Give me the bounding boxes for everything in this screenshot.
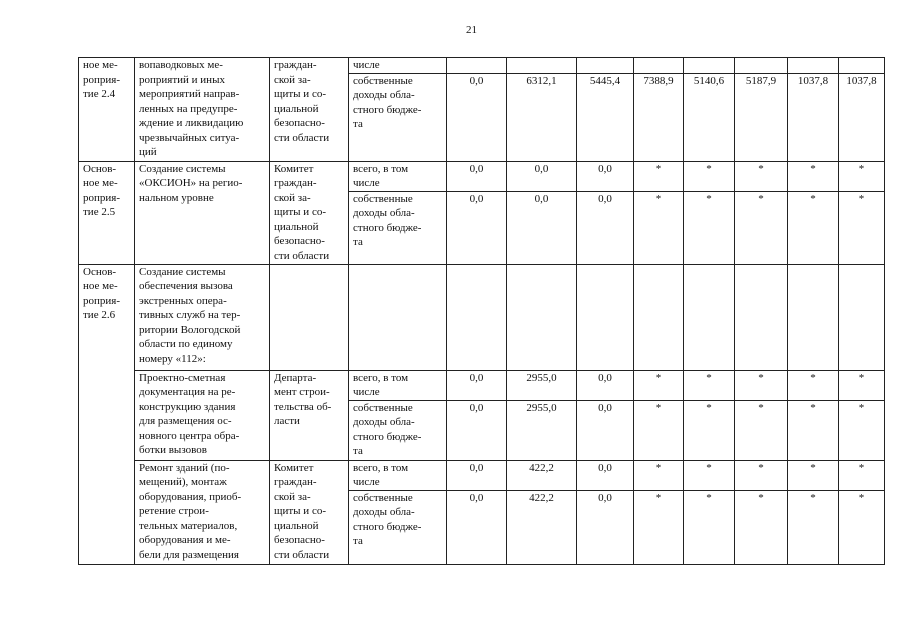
value-cell: 2955,0 <box>507 370 577 400</box>
value-cell: 0,0 <box>507 161 577 191</box>
value-cell: 0,0 <box>447 191 507 264</box>
budget-table <box>78 57 885 565</box>
value-cell: * <box>839 370 885 400</box>
value-cell: 0,0 <box>447 400 507 460</box>
value-cell <box>735 58 788 74</box>
funding-source: собственные доходы обла- стного бюдже- та <box>349 490 447 564</box>
value-cell: * <box>735 400 788 460</box>
funding-source: собственные доходы обла- стного бюдже- та <box>349 400 447 460</box>
value-cell: * <box>634 460 684 490</box>
sub-measure-name: Ремонт зданий (по- мещений), монтаж оборудования, приоб- ретение строи- тельных материалов, оборудования и ме- бели для размещения <box>135 460 270 564</box>
value-cell: * <box>634 370 684 400</box>
value-cell: * <box>684 161 735 191</box>
value-cell: 0,0 <box>447 490 507 564</box>
value-cell: 0,0 <box>577 370 634 400</box>
measure-name: Создание системы «ОКСИОН» на регио- нальном уровне <box>135 161 270 264</box>
funding-source: всего, в том числе <box>349 460 447 490</box>
value-cell <box>447 264 507 370</box>
value-cell: * <box>684 191 735 264</box>
value-cell <box>634 58 684 74</box>
value-cell: 0,0 <box>577 490 634 564</box>
funding-source: собственные доходы обла- стного бюдже- та <box>349 73 447 161</box>
table-row <box>79 264 885 370</box>
funding-source: собственные доходы обла- стного бюдже- та <box>349 191 447 264</box>
value-cell <box>507 58 577 74</box>
value-cell <box>788 58 839 74</box>
value-cell <box>577 264 634 370</box>
value-cell <box>839 264 885 370</box>
value-cell: 7388,9 <box>634 73 684 161</box>
value-cell: * <box>634 161 684 191</box>
executor: Департа- мент строи- тельства об- ласти <box>270 370 349 460</box>
value-cell: * <box>684 460 735 490</box>
value-cell: * <box>735 370 788 400</box>
table-row <box>79 370 885 400</box>
value-cell: 0,0 <box>577 400 634 460</box>
funding-source: числе <box>349 58 447 74</box>
value-cell: 0,0 <box>577 161 634 191</box>
value-cell: * <box>735 460 788 490</box>
funding-source: всего, в том числе <box>349 370 447 400</box>
table-row <box>79 161 885 191</box>
value-cell: * <box>788 490 839 564</box>
executor: Комитет граждан- ской за- щиты и со- циальной безопасно- сти области <box>270 460 349 564</box>
value-cell: * <box>839 460 885 490</box>
value-cell: * <box>684 400 735 460</box>
value-cell: 0,0 <box>447 161 507 191</box>
value-cell: * <box>684 370 735 400</box>
value-cell: * <box>788 370 839 400</box>
value-cell: * <box>788 400 839 460</box>
value-cell: 1037,8 <box>839 73 885 161</box>
value-cell: * <box>634 191 684 264</box>
measure-name: Создание системы обеспечения вызова экстренных опера- тивных служб на тер- ритории Вологодской области по единому номеру «112»: <box>135 264 270 370</box>
value-cell: 422,2 <box>507 490 577 564</box>
value-cell: 6312,1 <box>507 73 577 161</box>
measure-code: Основ- ное ме- роприя- тие 2.5 <box>79 161 135 264</box>
value-cell: * <box>735 161 788 191</box>
value-cell: 5140,6 <box>684 73 735 161</box>
funding-source <box>349 264 447 370</box>
value-cell: * <box>839 400 885 460</box>
value-cell: * <box>788 460 839 490</box>
value-cell: * <box>735 490 788 564</box>
value-cell <box>839 58 885 74</box>
value-cell: 0,0 <box>507 191 577 264</box>
measure-code: Основ- ное ме- роприя- тие 2.6 <box>79 264 135 564</box>
value-cell: 422,2 <box>507 460 577 490</box>
value-cell: * <box>788 191 839 264</box>
value-cell: * <box>839 191 885 264</box>
executor: Комитет граждан- ской за- щиты и со- циальной безопасно- сти области <box>270 161 349 264</box>
value-cell: * <box>634 400 684 460</box>
value-cell: 2955,0 <box>507 400 577 460</box>
table-row <box>79 460 885 490</box>
value-cell <box>684 264 735 370</box>
value-cell <box>577 58 634 74</box>
value-cell: * <box>788 161 839 191</box>
value-cell: * <box>839 161 885 191</box>
value-cell: * <box>684 490 735 564</box>
table-row <box>79 58 885 74</box>
value-cell <box>684 58 735 74</box>
value-cell: 0,0 <box>577 460 634 490</box>
value-cell <box>447 58 507 74</box>
executor: граждан- ской за- щиты и со- циальной безопасно- сти области <box>270 58 349 162</box>
value-cell <box>788 264 839 370</box>
value-cell: * <box>735 191 788 264</box>
value-cell: 0,0 <box>447 460 507 490</box>
funding-source: всего, в том числе <box>349 161 447 191</box>
measure-code: ное ме- роприя- тие 2.4 <box>79 58 135 162</box>
value-cell: * <box>839 490 885 564</box>
value-cell <box>634 264 684 370</box>
value-cell: 0,0 <box>447 73 507 161</box>
measure-name: вопаводковых ме- роприятий и иных мероприятий направ- ленных на предупре- ждение и ликвидацию чрезвычайных ситуа- ций <box>135 58 270 162</box>
value-cell <box>735 264 788 370</box>
value-cell: * <box>634 490 684 564</box>
value-cell: 5445,4 <box>577 73 634 161</box>
sub-measure-name: Проектно-сметная документация на ре- конструкцию здания для размещения ос- новного центра обра- ботки вызовов <box>135 370 270 460</box>
executor <box>270 264 349 370</box>
value-cell: 0,0 <box>447 370 507 400</box>
value-cell: 5187,9 <box>735 73 788 161</box>
value-cell <box>507 264 577 370</box>
value-cell: 0,0 <box>577 191 634 264</box>
page-number: 21 <box>466 24 477 36</box>
value-cell: 1037,8 <box>788 73 839 161</box>
